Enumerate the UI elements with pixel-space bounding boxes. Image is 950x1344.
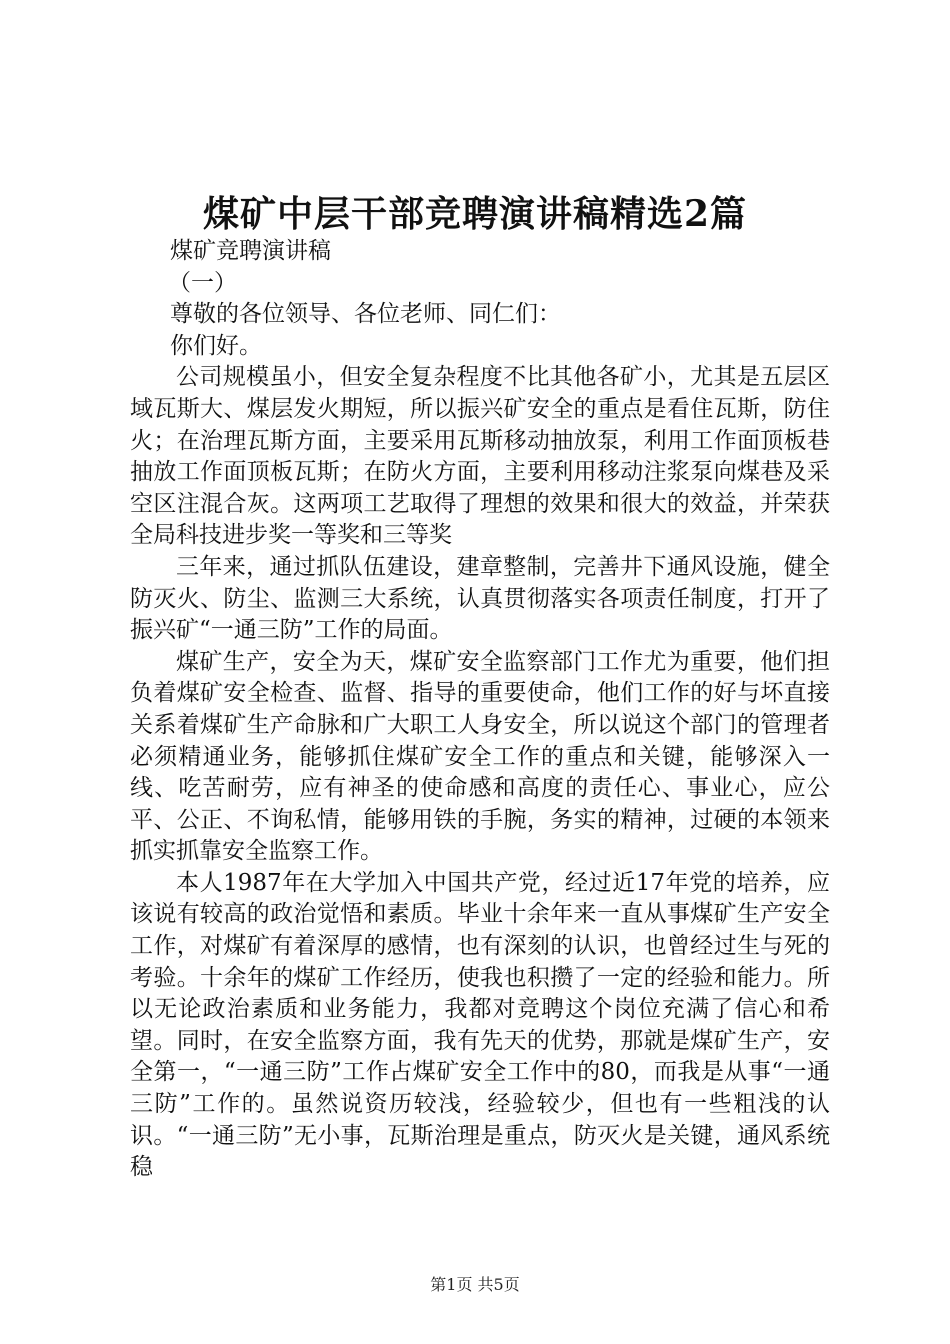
body-paragraph: 本人1987年在大学加入中国共产党，经过近17年党的培养，应该说有较高的政治觉悟和素质。毕业十余年来一直从事煤矿生产安全工作，对煤矿有着深厚的感情，也有深刻的认识，也曾经过生与死的考验。十余年的煤矿工作经历，使我也积攒了一定的经验和能力。所以无论政治素质和业务能力，我都对竞聘这个岗位充满了信心和希望。同时，在安全监察方面，我有先天的优势，那就是煤矿生产，安全第一，“一通三防”工作占煤矿安全工作中的80，而我是从事“一通三防”工作的。虽然说资历较浅，经验较少，但也有一些粗浅的认识。“一通三防”无小事，瓦斯治理是重点，防灭火是关键，通风系统稳 xyxy=(130,869,830,1181)
document-title: 煤矿中层干部竞聘演讲稿精选2篇 xyxy=(202,193,748,235)
document-subtitle: 煤矿竞聘演讲稿 xyxy=(170,238,331,264)
body-paragraph: 公司规模虽小，但安全复杂程度不比其他各矿小，尤其是五层区域瓦斯大、煤层发火期短，所以振兴矿安全的重点是看住瓦斯，防住火；在治理瓦斯方面，主要采用瓦斯移动抽放泵，利用工作面顶板巷抽放工作面顶板瓦斯；在防火方面，主要利用移动注浆泵向煤巷及采空区注混合灰。这两项工艺取得了理想的效果和很大的效益，并荣获全局科技进步奖一等奖和三等奖 xyxy=(130,364,830,549)
body-paragraph: 煤矿生产，安全为天，煤矿安全监察部门工作尤为重要，他们担负着煤矿安全检查、监督、指导的重要使命，他们工作的好与坏直接关系着煤矿生产命脉和广大职工人身安全，所以说这个部门的管理者必须精通业务，能够抓住煤矿安全工作的重点和关键，能够深入一线、吃苦耐劳，应有神圣的使命感和高度的责任心、事业心，应公平、公正、不询私情，能够用铁的手腕，务实的精神，过硬的本领来抓实抓靠安全监察工作。 xyxy=(130,648,830,865)
section-heading: （一） xyxy=(168,269,237,296)
body-paragraph: 三年来，通过抓队伍建设，建章整制，完善井下通风设施，健全防灭火、防尘、监测三大系统，认真贯彻落实各项责任制度，打开了振兴矿“一通三防”工作的局面。 xyxy=(130,553,830,644)
greeting-line: 尊敬的各位领导、各位老师、同仁们： xyxy=(170,301,561,328)
page-number-footer: 第1页 共5页 xyxy=(430,1275,520,1294)
document-body xyxy=(130,236,830,1184)
hello-line: 你们好。 xyxy=(170,332,262,359)
